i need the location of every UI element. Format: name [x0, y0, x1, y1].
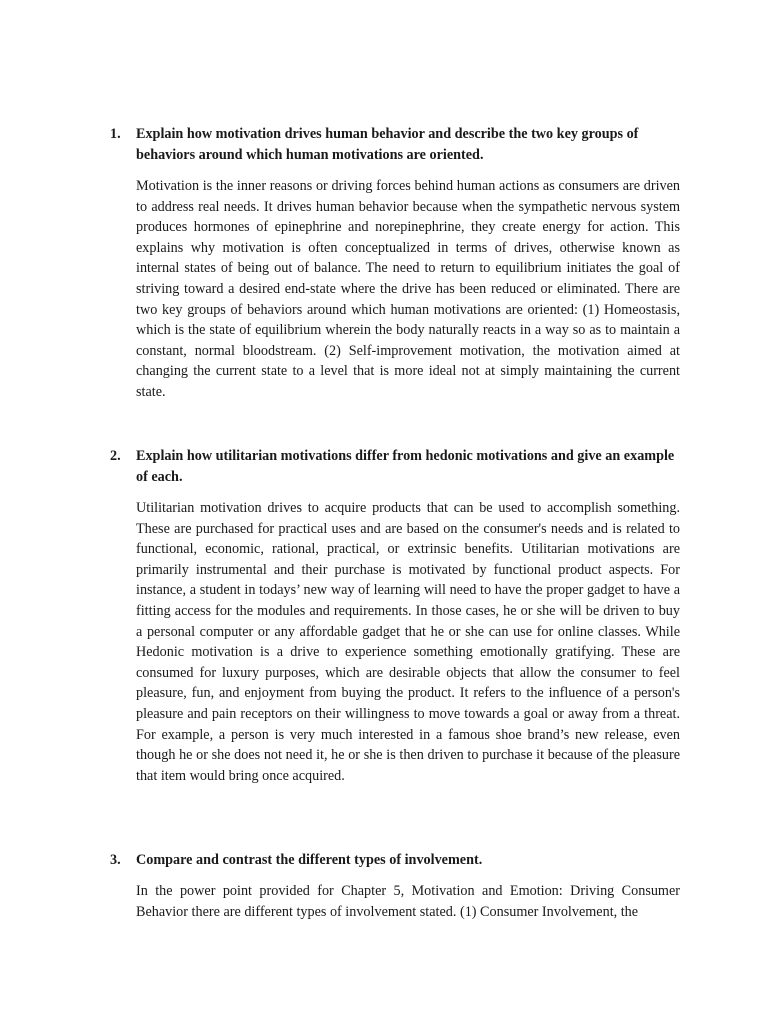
- question-1-title: Explain how motivation drives human behavior and describe the two key groups of behaviors around which human motivations are oriented.: [136, 126, 639, 163]
- question-2-title: Explain how utilitarian motivations differ from hedonic motivations and give an example of each.: [136, 448, 675, 485]
- question-1-number: 1.: [110, 126, 121, 142]
- question-1-answer: Motivation is the inner reasons or driving forces behind human actions as consumers are driven to address real needs. It drives human behavior because when the sympathetic nervous system produces hormones of epinephrine and norepinephrine, they create energy for action. This explains why motivation is often conceptualized in terms of drives, otherwise known as internal states of being out of balance. The need to return to equilibrium initiates the goal of striving toward a desired end-state where the drive has been reduced or eliminated. There are two key groups of behaviors around which human motivations are oriented: (1) Homeostasis, which is the state of equilibrium wherein the body naturally reacts in a way so as to maintain a constant, normal bloodstream. (2) Self-improvement motivation, the motivation aimed at changing the current state to a level that is more ideal not at simply maintaining the current state.: [136, 178, 680, 400]
- question-3: [110, 850, 680, 922]
- question-3-heading: [110, 850, 680, 871]
- question-1: [110, 124, 680, 403]
- question-1-heading: [110, 124, 680, 166]
- question-3-title: Compare and contrast the different types of involvement.: [136, 852, 483, 868]
- question-3-answer: In the power point provided for Chapter 5, Motivation and Emotion: Driving Consumer Behavior there are different types of involvement stated. (1) Consumer Involvement, the: [136, 883, 680, 920]
- question-2-answer: Utilitarian motivation drives to acquire products that can be used to accomplish something. These are purchased for practical uses and are based on the consumer's needs and is related to functional, economic, rational, practical, or extrinsic benefits. Utilitarian motivations are primarily instrumental and their purchase is motivated by functional product aspects. For instance, a student in todays’ new way of learning will need to have the proper gadget to have a fitting access for the modules and requirements. In those cases, he or she will be driven to buy a personal computer or any affordable gadget that he or she can use for online classes. While Hedonic motivation is a drive to experience something emotionally gratifying. These are consumed for luxury purposes, which are desirable objects that allow the consumer to feel pleasure, fun, and enjoyment from buying the product. It refers to the influence of a person's pleasure and pain receptors on their willingness to move towards a goal or away from a threat. For example, a person is very much interested in a famous shoe brand’s new release, even though he or she does not need it, he or she is then driven to purchase it because of the pleasure that item would bring once acquired.: [136, 500, 680, 784]
- question-2: [110, 446, 680, 786]
- question-3-number: 3.: [110, 852, 121, 868]
- question-2-number: 2.: [110, 448, 121, 464]
- question-2-heading: [110, 446, 680, 488]
